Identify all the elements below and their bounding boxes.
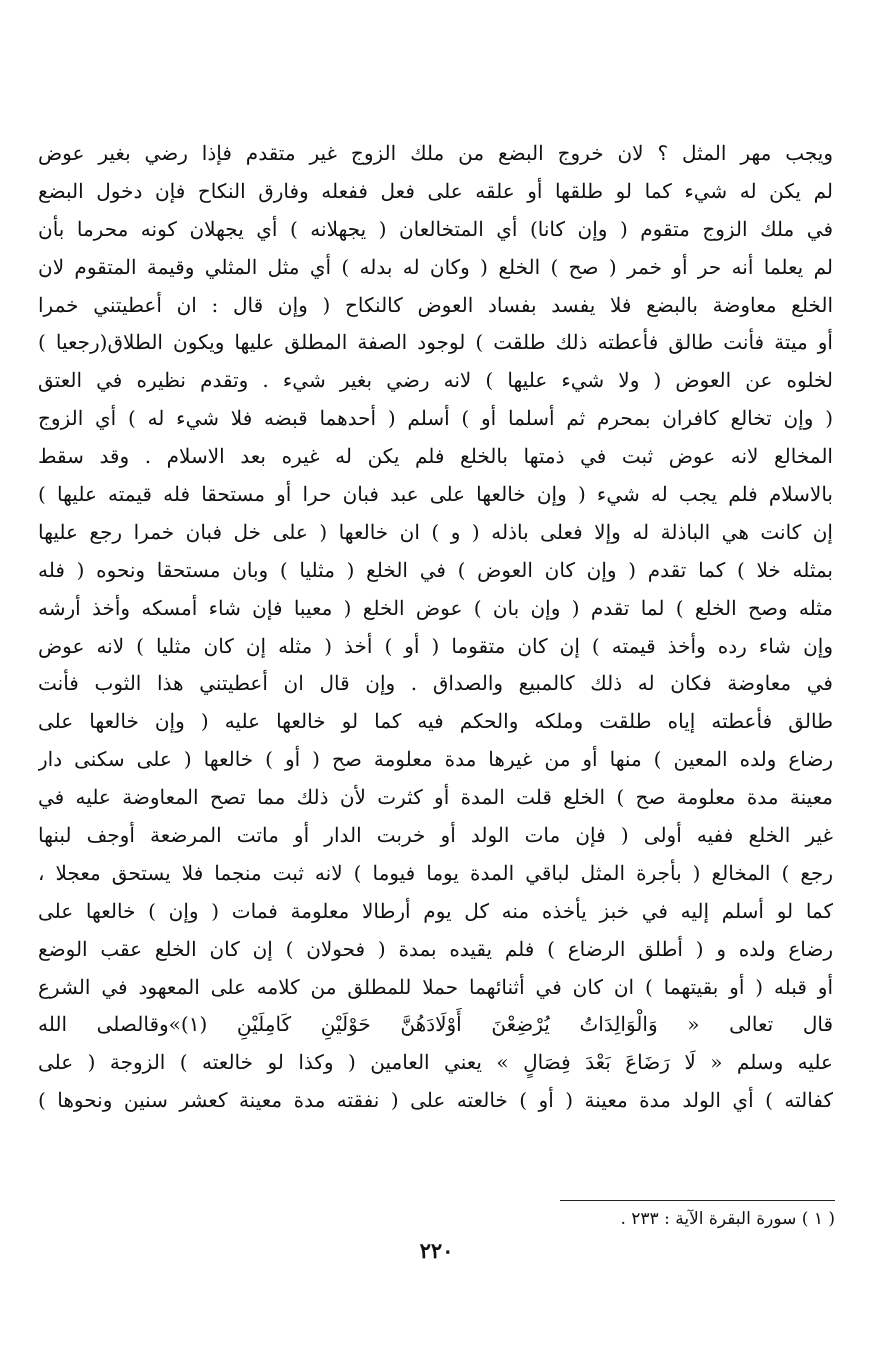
text-line: كفالته ) أي الولد مدة معينة ( أو ) خالعته على ( نفقته مدة معينة كعشر سنين ونحوها ) [38,1088,833,1113]
text-line: أو ميتة فأنت طالق فأعطته ذلك طلقت ) لوجود الصفة المطلق عليها ويكون الطلاق(رجعيا ) [38,330,833,355]
text-line: معينة مدة معلومة صح ) الخلع قلت المدة أو كثرت لأن ذلك مما تصح المعاوضة عليه في [38,785,833,810]
text-line: طالق فأعطته إياه طلقت وملكه والحكم فيه كما لو خالعها عليه ( وإن خالعها على [38,709,833,734]
text-line: بالاسلام فلم يجب له شيء ( وإن خالعها على عبد فبان حرا أو مستحقا فله قيمته عليها ) [38,482,833,507]
footnote: ( ١ ) سورة البقرة الآية : ٢٣٣ . [620,1209,835,1229]
footnote-divider [560,1200,835,1201]
text-line: مثله وصح الخلع ) لما تقدم ( وإن بان ) عوض الخلع ( معيبا فإن شاء أمسكه وأخذ أرشه [38,595,833,620]
text-line: لم يكن له شيء كما لو طلقها أو علقه على فعل ففعله وفارق النكاح فإن دخول البضع [38,178,833,203]
text-line: في معاوضة فكان له ذلك كالمبيع والصداق . وإن قال ان أعطيتني هذا الثوب فأنت [38,671,833,696]
text-line: وإن شاء رده وأخذ قيمته ) إن كان متقوما ( أو ) أخذ ( مثله إن كان مثليا ) لانه عوض [38,633,833,658]
body-text [38,135,833,1120]
text-line: بمثله خلا ) كما تقدم ( وإن كان العوض ) في الخلع ( مثليا ) وبان مستحقا ونحوه ( فله [38,557,833,582]
text-line: قال تعالى « وَالْوَالِدَاتُ يُرْضِعْنَ أَوْلَادَهُنَّ حَوْلَيْنِ كَامِلَيْنِ (١)»وقالصلى الله [38,1012,833,1037]
text-line: كما لو أسلم إليه في خبز يأخذه منه كل يوم أرطالا معلومة فمات ( وإن ) خالعها على [38,898,833,923]
text-line: ( وإن تخالع كافران بمحرم ثم أسلما أو ) أسلم ( أحدهما قبضه فلا شيء له ) أي الزوج [38,406,833,431]
text-line: رجع ) المخالع ( بأجرة المثل لباقي المدة يوما فيوما ) لانه ثبت منجما فلا يستحق معجلا ، [38,860,833,885]
text-line: عليه وسلم « لَا رَضَاعَ بَعْدَ فِصَالٍ » يعني العامين ( وكذا لو خالعته ) الزوجة ( على [38,1050,833,1075]
page-number: ٢٢٠ [419,1238,454,1263]
text-line: غير الخلع ففيه أولى ( فإن مات الولد أو خربت الدار أو ماتت المرضعة أوجف لبنها [38,823,833,848]
text-line: أو قبله ( أو بقيتهما ) ان كان في أثنائهما حملا للمطلق من كلامه على المعهود في الشرع [38,974,833,999]
text-line: لخلوه عن العوض ( ولا شيء عليها ) لانه رضي بغير شيء . وتقدم نظيره في العتق [38,368,833,393]
text-line: المخالع لانه عوض ثبت في ذمتها بالخلع فلم يكن له غيره بعد الاسلام . وقد سقط [38,444,833,469]
text-line: لم يعلما أنه حر أو خمر ( صح ) الخلع ( وكان له بدله ) أي مثل المثلي وقيمة المتقوم لان [38,254,833,279]
text-line: إن كانت هي الباذلة له وإلا فعلى باذله ( و ) ان خالعها ( على خل فبان خمرا رجع عليها [38,519,833,544]
text-line: ويجب مهر المثل ؟ لان خروج البضع من ملك الزوج غير متقدم فإذا رضي بغير عوض [38,141,833,165]
text-line: رضاع ولده و ( أطلق الرضاع ) فلم يقيده بمدة ( فحولان ) إن كان الخلع عقب الوضع [38,936,833,961]
text-line: رضاع ولده المعين ) منها أو من غيرها مدة معلومة صح ( أو ) خالعها ( على سكنى دار [38,747,833,772]
text-line: الخلع معاوضة بالبضع فلا يفسد بفساد العوض كالنكاح ( وإن قال : ان أعطيتني خمرا [38,292,833,317]
text-line: في ملك الزوج متقوم ( وإن كانا) أي المتخالعان ( يجهلانه ) أي يجهلان كونه محرما بأن [38,216,833,241]
